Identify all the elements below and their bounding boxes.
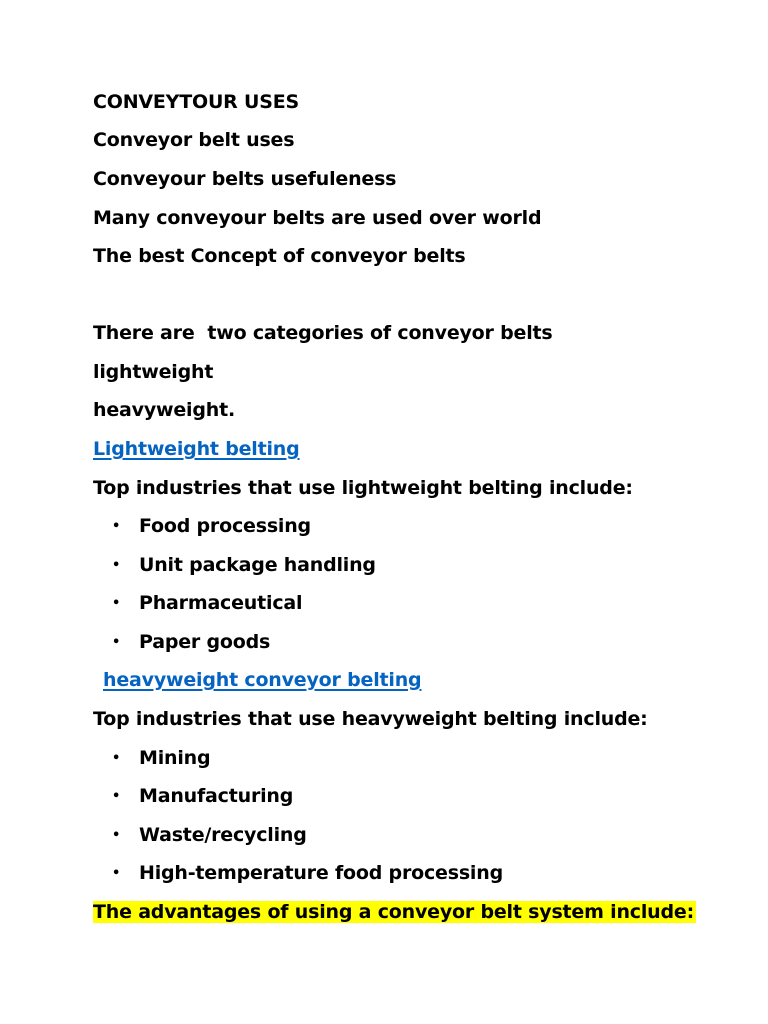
bullet-icon: •: [112, 596, 121, 611]
list-item-label: High-temperature food processing: [139, 862, 503, 884]
bullet-icon: •: [112, 519, 121, 534]
list-item: [112, 591, 302, 616]
bullet-icon: •: [112, 828, 121, 843]
list-item-label: Food processing: [139, 515, 311, 537]
list-item: [112, 514, 311, 539]
list-item-label: Waste/recycling: [139, 824, 307, 846]
heading-line-2: Conveyor belt uses: [93, 129, 295, 151]
advantages-heading: [93, 900, 696, 924]
list-item-label: Pharmaceutical: [139, 592, 303, 614]
categories-intro: There are two categories of conveyor belts: [93, 322, 553, 344]
category-lightweight: lightweight: [93, 361, 214, 383]
heavyweight-intro: Top industries that use heavyweight belting include:: [93, 708, 648, 730]
bullet-icon: •: [112, 558, 121, 573]
list-item: [112, 746, 210, 771]
bullet-icon: •: [112, 789, 121, 804]
heavyweight-belting-link[interactable]: heavyweight conveyor belting: [103, 669, 422, 691]
advantages-heading-text: The advantages of using a conveyor belt system include:: [93, 901, 694, 923]
list-item-label: Mining: [139, 747, 211, 769]
heading-line-3: Conveyour belts usefuleness: [93, 168, 397, 190]
bullet-icon: •: [112, 866, 121, 881]
heading-line-5: The best Concept of conveyor belts: [93, 245, 466, 267]
lightweight-intro: Top industries that use lightweight belting include:: [93, 477, 633, 499]
list-item-label: Paper goods: [139, 631, 271, 653]
bullet-icon: •: [112, 635, 121, 650]
lightweight-belting-link[interactable]: Lightweight belting: [93, 438, 300, 460]
list-item-label: Manufacturing: [139, 785, 294, 807]
bullet-icon: •: [112, 751, 121, 766]
list-item: [112, 784, 293, 809]
list-item: [112, 823, 307, 848]
list-item: [112, 553, 376, 578]
heading-line-4: Many conveyour belts are used over world: [93, 207, 542, 229]
list-item-label: Unit package handling: [139, 554, 376, 576]
list-item: [112, 630, 270, 655]
category-heavyweight: heavyweight.: [93, 399, 235, 421]
list-item: [112, 861, 503, 886]
heading-line-1: CONVEYTOUR USES: [93, 91, 300, 113]
